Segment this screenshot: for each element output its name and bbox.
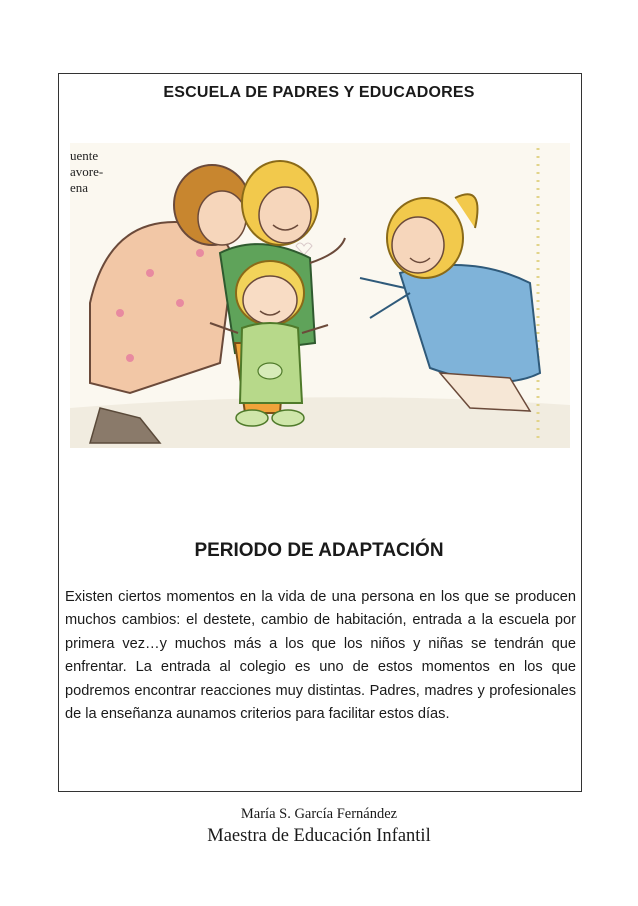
school-title: ESCUELA DE PADRES Y EDUCADORES (163, 84, 475, 101)
fragment-line: avore- (70, 164, 104, 179)
body-paragraph: Existen ciertos momentos en la vida de una persona en los que se producen muchos cambios: el destete, cambio de habitación, entrada a la escuela por primera vez…y muchos más a los que los niños y niñas se tendrán que enfrentar. La entrada al colegio es uno de estos momentos en los que podremos encontrar reacciones muy distintas. Padres, madres y profesionales de la enseñanza aunamos criterios para facilitar estos días. (65, 589, 576, 723)
fragment-line: uente (70, 148, 99, 163)
illustration-fragment-text (70, 148, 103, 196)
illustration-svg (70, 143, 570, 448)
fragment-line: ena (70, 180, 89, 195)
author-name: María S. García Fernández (240, 806, 398, 822)
section-title: PERIODO DE ADAPTACIÓN (194, 540, 444, 561)
family-illustration (70, 143, 570, 448)
author-role: Maestra de Educación Infantil (207, 826, 431, 846)
